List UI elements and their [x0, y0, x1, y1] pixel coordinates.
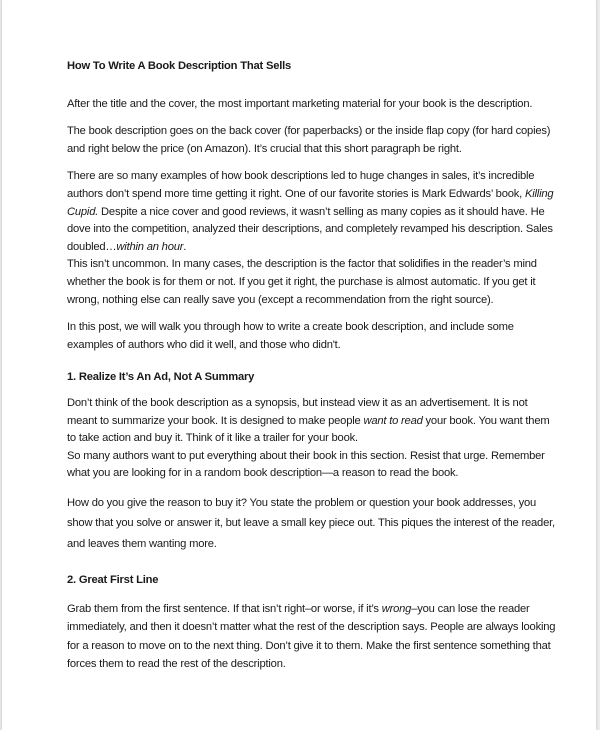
book-title-killing-cupid: Killing Cupid.: [67, 187, 554, 218]
paragraph-uncommon: This isn’t uncommon. In many cases, the description is the factor that solidifies in the reader’s mind whether the book is for them or not. If you get it right, the purchase is almost automatic. If you get it wrong, nothing else can really save you (except a recommendation from the right source).: [67, 258, 537, 306]
paragraph-back-cover: The book description goes on the back cover (for paperbacks) or the inside flap copy (for hard copies) and right below the price (on Amazon). It’s crucial that this short paragraph be right.: [67, 125, 551, 155]
paragraph-ad-not-summary: Don’t think of the book description as a synopsis, but instead view it as an advertisement. It is not meant to summarize your book. It is designed to make people want to read your book. You want them to take action and buy it. Think of it like a trailer for your book.: [67, 396, 550, 445]
paragraph-post-overview: In this post, we will walk you through how to write a create book description, and include some examples of authors who did it well, and those who didn't.: [67, 321, 514, 351]
document-title: How To Write A Book Description That Sells: [67, 60, 292, 72]
paragraph-intro: After the title and the cover, the most important marketing material for your book is the description.: [67, 97, 533, 110]
document-page: [2, 0, 596, 730]
paragraph-grab-them: Grab them from the first sentence. If that isn’t right–or worse, if it’s wrong–you can lose the reader immediately, and then it doesn’t matter what the rest of the description says. People are always looking for a reason to move on to the next thing. Don’t give it to them. Make the first sentence something that forces them to read the rest of the description.: [67, 602, 556, 671]
document-body: [67, 58, 557, 684]
section-heading-first-line: 2. Great First Line: [67, 574, 159, 587]
section-heading-realize-ad: 1. Realize It’s An Ad, Not A Summary: [67, 371, 255, 384]
paragraph-reason-to-buy: How do you give the reason to buy it? You state the problem or question your book addresses, you show that you solve or answer it, but leave a small key piece out. This piques the interest of the reader, and leaves them wanting more.: [67, 496, 555, 550]
paragraph-resist-urge: So many authors want to put everything about their book in this section. Resist that urge. Remember what you are looking for in a random book description—a reason to read the book.: [67, 449, 545, 480]
paragraph-examples: There are so many examples of how book descriptions led to huge changes in sales, it’s incredible authors don’t spend more time getting it right. One of our favorite stories is Mark Edwards’ book, Killing Cupid. Despite a nice cover and good reviews, it wasn’t selling as many copies as it should have. He dove into the competition, analyzed their descriptions, and completely revamped his description. Sales doubled…within an hour.: [67, 170, 554, 253]
